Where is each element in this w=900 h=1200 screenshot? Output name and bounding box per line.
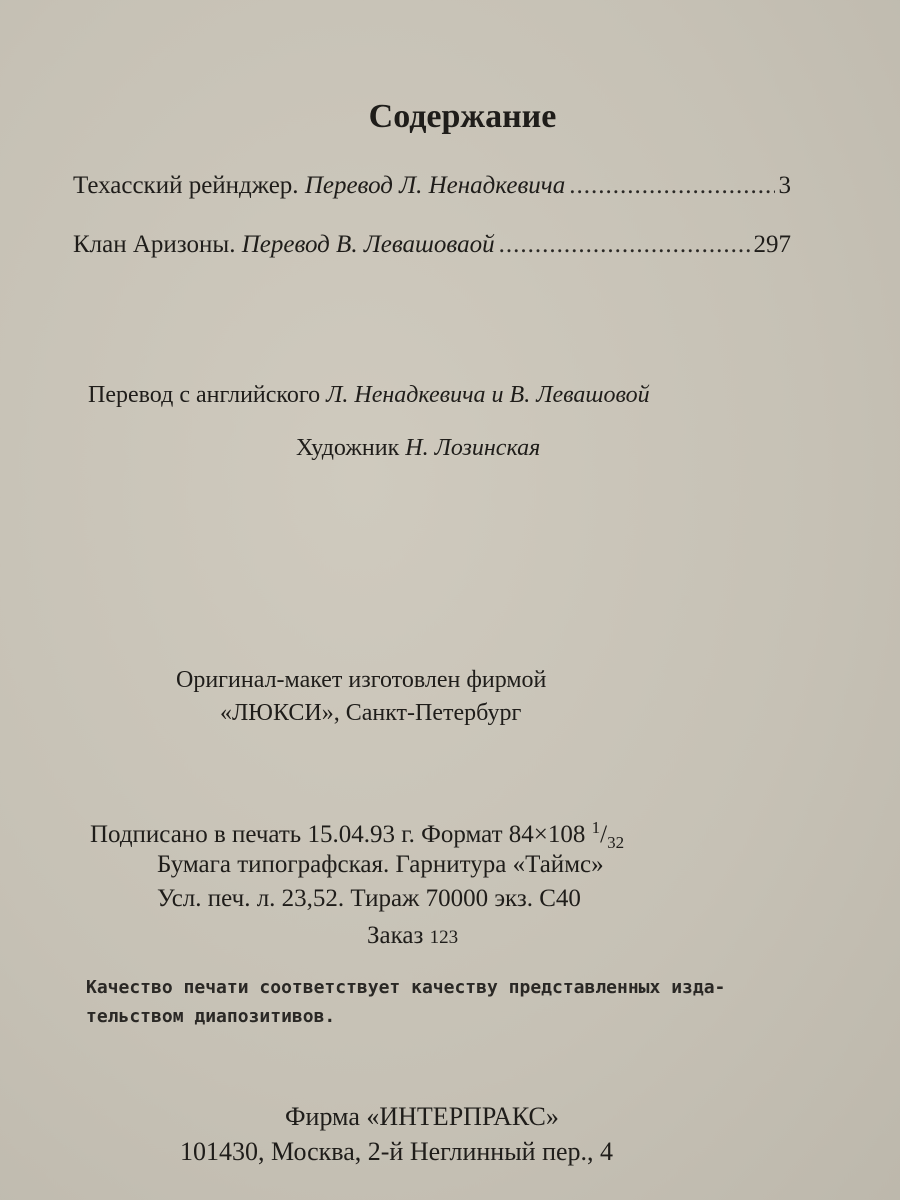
- translation-prefix: Перевод с английского: [88, 382, 321, 408]
- format-numerator: 1: [591, 818, 601, 837]
- layout-credit-line1: Оригинал-макет изготовлен фирмой: [176, 667, 547, 693]
- artist-prefix: Художник: [296, 435, 400, 461]
- imprint-signed-format: Подписано в печать 15.04.93 г. Формат 84×108: [90, 821, 586, 848]
- format-slash: /: [600, 821, 608, 848]
- publisher-name: Фирма «ИНТЕРПРАКС»: [285, 1102, 559, 1131]
- publisher-address: 101430, Москва, 2-й Неглинный пер., 4: [180, 1137, 614, 1166]
- toc-entry-work: Клан Аризоны.: [73, 231, 236, 258]
- imprint-line3: Усл. печ. л. 23,52. Тираж 70000 экз. С40: [157, 885, 581, 912]
- toc-entry-2: [73, 231, 791, 259]
- imprint-order: [367, 922, 458, 950]
- toc-entry-translator: Перевод Л. Ненадкевича: [304, 172, 566, 199]
- quality-note-line1: Качество печати соответствует качеству представленных изда-: [86, 977, 726, 998]
- toc-entry-page: 297: [753, 231, 791, 258]
- toc-entry-1: [73, 172, 791, 200]
- quality-note-line2: тельством диапозитивов.: [86, 1006, 336, 1027]
- format-denominator: 32: [607, 833, 625, 852]
- layout-credit-line2: «ЛЮКСИ», Санкт-Петербург: [220, 700, 522, 726]
- toc-entry-page: 3: [778, 172, 791, 199]
- toc-leader-dots: [569, 172, 774, 200]
- toc-entry-translator: Перевод В. Левашоваой: [241, 231, 495, 258]
- imprint-line2: Бумага типографская. Гарнитура «Таймс»: [157, 851, 604, 878]
- artist-name: Н. Лозинская: [405, 435, 541, 461]
- order-number: 123: [429, 927, 459, 948]
- contents-title: Содержание: [368, 98, 557, 135]
- translation-credit: [88, 382, 650, 409]
- toc-entry-work: Техасский рейнджер.: [73, 172, 299, 199]
- imprint-line1: [90, 818, 624, 853]
- translators-names: Л. Ненадкевича и В. Левашовой: [326, 382, 650, 408]
- order-label: Заказ: [367, 922, 424, 949]
- toc-leader-dots: [499, 231, 750, 259]
- artist-credit: [296, 435, 540, 462]
